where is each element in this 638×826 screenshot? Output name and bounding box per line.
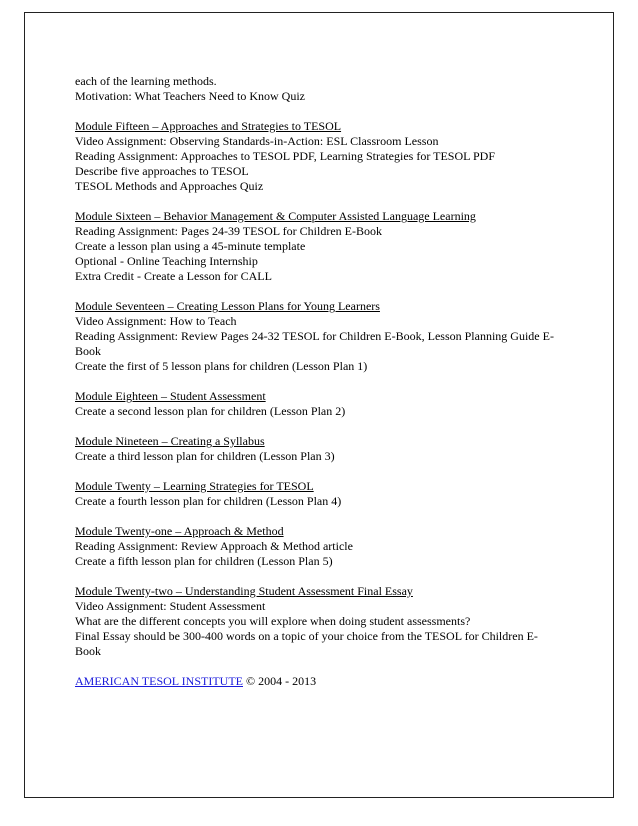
module-twenty (75, 479, 563, 509)
module-item: Video Assignment: How to Teach (75, 314, 237, 328)
intro-line: each of the learning methods. (75, 74, 217, 88)
module-item: Reading Assignment: Review Pages 24-32 TESOL for Children E-Book, Lesson Planning Guide E-Book (75, 329, 554, 358)
footer (75, 674, 563, 689)
module-item: Final Essay should be 300-400 words on a topic of your choice from the TESOL for Children E-Book (75, 629, 538, 658)
module-eighteen (75, 389, 563, 419)
module-twenty-one (75, 524, 563, 569)
module-heading: Module Fifteen – Approaches and Strategies to TESOL (75, 119, 342, 133)
module-heading: Module Sixteen – Behavior Management & Computer Assisted Language Learning (75, 209, 476, 223)
module-fifteen (75, 119, 563, 194)
document-body (75, 74, 563, 689)
copyright-text: © 2004 - 2013 (243, 674, 317, 688)
module-item: Create a third lesson plan for children (Lesson Plan 3) (75, 449, 335, 463)
institute-link[interactable]: AMERICAN TESOL INSTITUTE (75, 674, 243, 688)
module-item: Optional - Online Teaching Internship (75, 254, 258, 268)
module-heading: Module Nineteen – Creating a Syllabus (75, 434, 265, 448)
module-item: Create a fourth lesson plan for children (Lesson Plan 4) (75, 494, 342, 508)
module-item: Describe five approaches to TESOL (75, 164, 249, 178)
module-nineteen (75, 434, 563, 464)
module-item: Create the first of 5 lesson plans for children (Lesson Plan 1) (75, 359, 368, 373)
module-heading: Module Twenty – Learning Strategies for TESOL (75, 479, 314, 493)
module-item: Create a second lesson plan for children (Lesson Plan 2) (75, 404, 346, 418)
module-seventeen (75, 299, 563, 374)
intro-block (75, 74, 563, 104)
module-item: Extra Credit - Create a Lesson for CALL (75, 269, 272, 283)
module-twenty-two (75, 584, 563, 659)
module-item: Reading Assignment: Approaches to TESOL PDF, Learning Strategies for TESOL PDF (75, 149, 496, 163)
module-item: Create a lesson plan using a 45-minute template (75, 239, 306, 253)
module-item: TESOL Methods and Approaches Quiz (75, 179, 264, 193)
module-item: What are the different concepts you will explore when doing student assessments? (75, 614, 471, 628)
module-item: Video Assignment: Student Assessment (75, 599, 266, 613)
module-heading: Module Twenty-one – Approach & Method (75, 524, 284, 538)
module-item: Reading Assignment: Review Approach & Method article (75, 539, 353, 553)
module-item: Video Assignment: Observing Standards-in-Action: ESL Classroom Lesson (75, 134, 439, 148)
module-item: Reading Assignment: Pages 24-39 TESOL for Children E-Book (75, 224, 382, 238)
module-item: Create a fifth lesson plan for children (Lesson Plan 5) (75, 554, 333, 568)
intro-line: Motivation: What Teachers Need to Know Quiz (75, 89, 305, 103)
module-heading: Module Twenty-two – Understanding Student Assessment Final Essay (75, 584, 413, 598)
module-heading: Module Seventeen – Creating Lesson Plans for Young Learners (75, 299, 380, 313)
module-sixteen (75, 209, 563, 284)
module-heading: Module Eighteen – Student Assessment (75, 389, 266, 403)
